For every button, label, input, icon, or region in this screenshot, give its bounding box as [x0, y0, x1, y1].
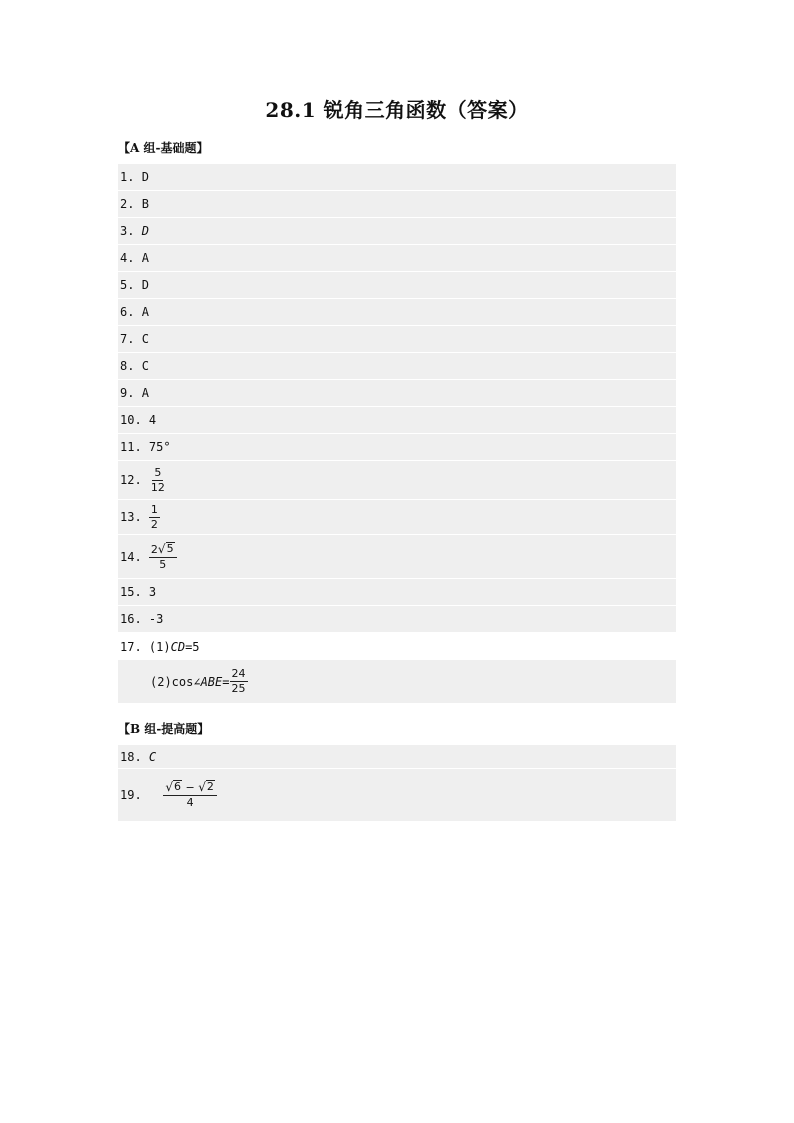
answer-row: 5. D	[118, 272, 676, 299]
answer-row: 4. A	[118, 245, 676, 272]
sqrt-symbol: √ 5	[157, 541, 174, 556]
section-b-heading: 【B 组-提高题】	[118, 722, 210, 736]
answer-row: (2)cos∠ ABE = $\frac{24}{25}$	[118, 660, 676, 704]
answer-row: 7. C	[118, 326, 676, 353]
answer-row: 3. D	[118, 218, 676, 245]
answer-box-a	[118, 164, 676, 704]
answer-row: 13. $\frac{1}{2}$	[118, 500, 676, 535]
answer-row: 19. √ 6 − √ 2 4	[118, 769, 676, 822]
answer-row: 1. D	[118, 164, 676, 191]
answer-row: 6. A	[118, 299, 676, 326]
section-a-heading: 【A 组-基础题】	[118, 141, 209, 155]
answer-row: 2. B	[118, 191, 676, 218]
sqrt-symbol: √ 6	[165, 780, 182, 794]
answer-row: 14. 2 √ 5 5	[118, 535, 676, 579]
page-title: 28.1 锐角三角函数（答案）	[265, 98, 529, 122]
fraction: √ 6 − √ 2 4	[163, 780, 217, 810]
answer-row: 10. 4	[118, 407, 676, 434]
fraction: $\frac{1}{2}$	[150, 502, 158, 531]
fraction: $\frac{5}{12}$	[150, 465, 165, 494]
answer-row: 11. 75°	[118, 434, 676, 461]
answer-row: 12. $\frac{5}{12}$	[118, 461, 676, 500]
sqrt-symbol: √ 2	[198, 780, 214, 794]
answer-row: 17. (1) CD =5	[118, 633, 676, 660]
answer-row: 16. -3	[118, 606, 676, 633]
answer-box-b	[118, 745, 676, 822]
answer-row: 9. A	[118, 380, 676, 407]
answer-row: 8. C	[118, 353, 676, 380]
fraction: 2 √ 5 5	[149, 542, 177, 572]
answer-row: 15. 3	[118, 579, 676, 606]
answer-row: 18. C	[118, 745, 676, 769]
fraction: $\frac{24}{25}$	[231, 667, 246, 695]
